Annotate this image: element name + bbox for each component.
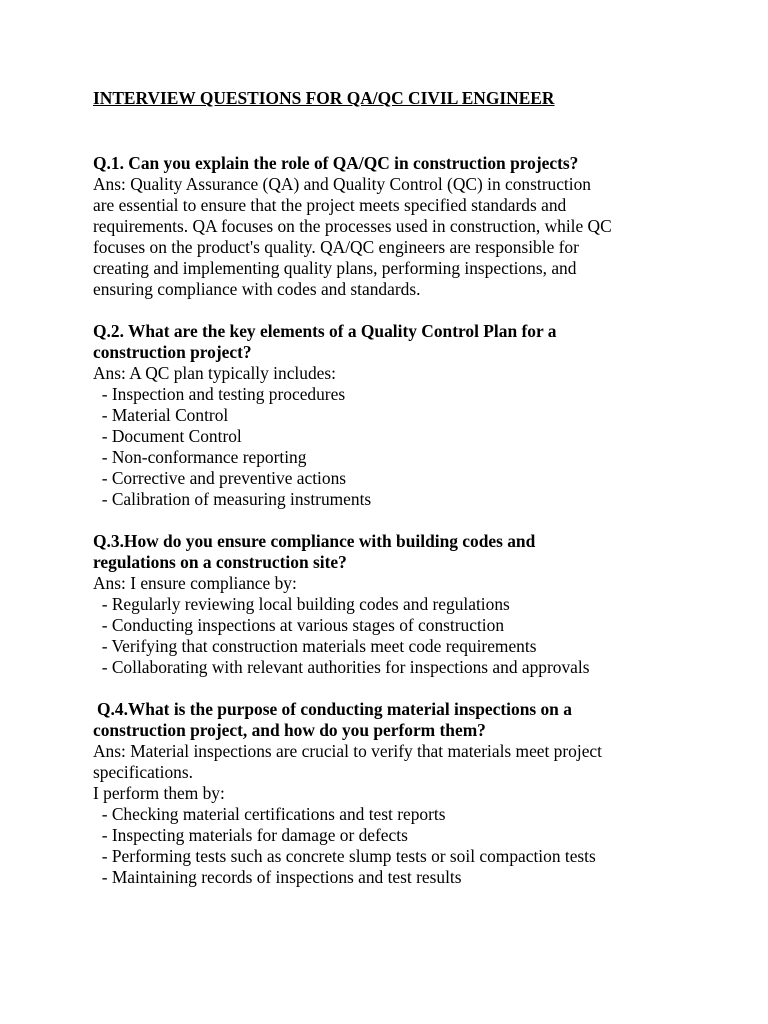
answer-line: Ans: Material inspections are crucial to verify that materials meet project (93, 741, 602, 761)
list-item: - Inspection and testing procedures (93, 384, 346, 404)
list-item: - Verifying that construction materials meet code requirements (93, 636, 537, 656)
question-q2-line: Q.2. What are the key elements of a Quality Control Plan for a (93, 321, 557, 341)
bullet-list (93, 384, 693, 510)
list-item: - Checking material certifications and test reports (93, 804, 446, 824)
answer-line: are essential to ensure that the project meets specified standards and (93, 195, 567, 215)
answer-line: Ans: Quality Assurance (QA) and Quality Control (QC) in construction (93, 174, 591, 194)
list-item: - Non-conformance reporting (93, 447, 307, 467)
question-q4-line: Q.4.What is the purpose of conducting material inspections on a (97, 699, 572, 719)
answer-intro: Ans: A QC plan typically includes: (93, 363, 336, 383)
list-item: - Material Control (93, 405, 229, 425)
question-q4-line: construction project, and how do you perform them? (93, 720, 486, 740)
question-q2-line: construction project? (93, 342, 252, 362)
list-item: - Performing tests such as concrete slump tests or soil compaction tests (93, 846, 596, 866)
list-item: - Document Control (93, 426, 242, 446)
question-q3-line: regulations on a construction site? (93, 552, 347, 572)
bullet-list (93, 804, 693, 888)
document-page (93, 86, 693, 888)
qa-block-q3 (93, 531, 693, 678)
answer-line: I perform them by: (93, 783, 225, 803)
answer-line: specifications. (93, 762, 193, 782)
list-item: - Corrective and preventive actions (93, 468, 347, 488)
answer-line: focuses on the product's quality. QA/QC engineers are responsible for (93, 237, 579, 257)
answer-line: requirements. QA focuses on the processes used in construction, while QC (93, 216, 612, 236)
question-q3-line: Q.3.How do you ensure compliance with building codes and (93, 531, 536, 551)
bullet-list (93, 594, 693, 678)
answer-intro: Ans: I ensure compliance by: (93, 573, 297, 593)
list-item: - Regularly reviewing local building codes and regulations (93, 594, 510, 614)
list-item: - Calibration of measuring instruments (93, 489, 372, 509)
document-title: INTERVIEW QUESTIONS FOR QA/QC CIVIL ENGINEER (93, 88, 555, 108)
qa-block-q1 (93, 153, 693, 300)
qa-block-q4 (93, 699, 693, 888)
answer-line: creating and implementing quality plans, performing inspections, and (93, 258, 577, 278)
list-item: - Maintaining records of inspections and test results (93, 867, 462, 887)
list-item: - Conducting inspections at various stages of construction (93, 615, 505, 635)
qa-block-q2 (93, 321, 693, 510)
question-q1: Q.1. Can you explain the role of QA/QC in construction projects? (93, 153, 579, 173)
answer-line: ensuring compliance with codes and standards. (93, 279, 421, 299)
list-item: - Inspecting materials for damage or defects (93, 825, 408, 845)
list-item: - Collaborating with relevant authorities for inspections and approvals (93, 657, 590, 677)
